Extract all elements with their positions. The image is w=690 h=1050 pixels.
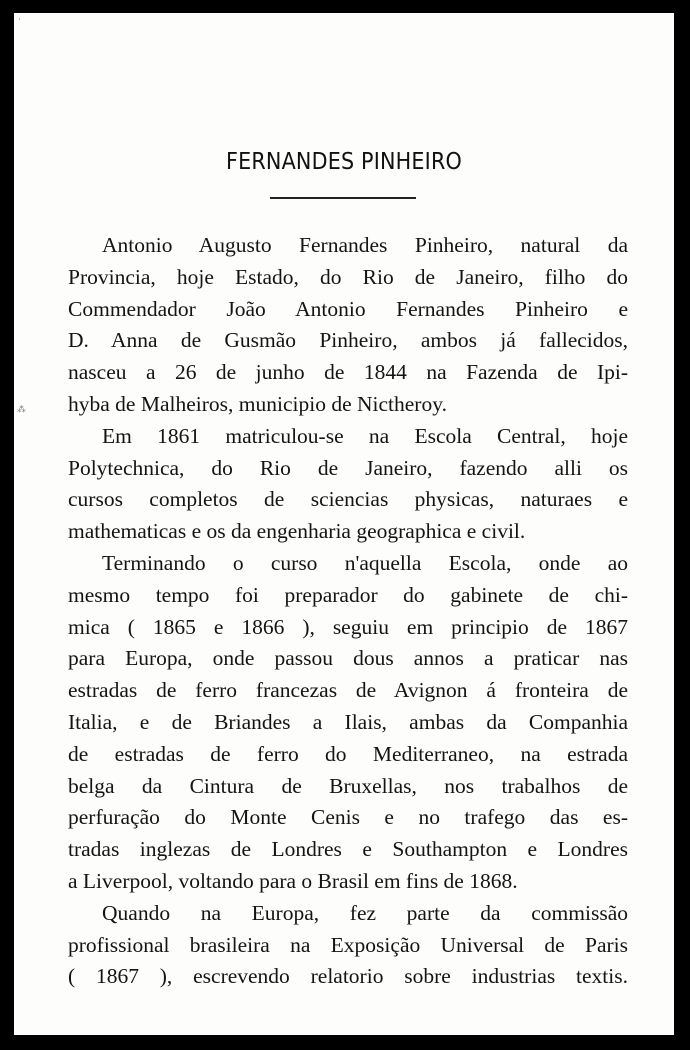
body-text bbox=[68, 230, 628, 993]
text-line: profissional brasileira na Exposição Universal de Paris bbox=[68, 932, 628, 957]
text-line: Italia, e de Briandes a Ilais, ambas da Companhia bbox=[68, 709, 628, 734]
text-line: Commendador João Antonio Fernandes Pinheiro e bbox=[68, 296, 628, 321]
text-line: mica ( 1865 e 1866 ), seguiu em principio de 1867 bbox=[68, 614, 628, 639]
text-line: Antonio Augusto Fernandes Pinheiro, natural da bbox=[102, 233, 628, 257]
document-page bbox=[14, 13, 674, 1035]
print-speck: · bbox=[18, 15, 21, 25]
text-line: Quando na Europa, fez parte da commissão bbox=[102, 900, 628, 925]
print-speck: ⁂ bbox=[17, 405, 26, 415]
text-line: perfuração do Monte Cenis e no trafego das es- bbox=[68, 805, 628, 830]
text-line: estradas de ferro francezas de Avignon á fronteira de bbox=[68, 678, 628, 703]
text-line: a Liverpool, voltando para o Brasil em fins de 1868. bbox=[68, 868, 518, 893]
text-line: para Europa, onde passou dous annos a praticar nas bbox=[68, 646, 628, 671]
text-line: mathematicas e os da engenharia geographica e civil. bbox=[68, 519, 526, 544]
text-line: Polytechnica, do Rio de Janeiro, fazendo alli os bbox=[68, 455, 628, 480]
text-line: hyba de Malheiros, municipio de Nictheroy. bbox=[68, 391, 447, 416]
text-line: Em 1861 matriculou-se na Escola Central, hoje bbox=[102, 423, 628, 448]
text-line: tradas inglezas de Londres e Southampton e Londres bbox=[68, 837, 628, 862]
text-line: Provincia, hoje Estado, do Rio de Janeiro, filho do bbox=[68, 264, 628, 289]
text-line: ( 1867 ), escrevendo relatorio sobre industrias textis. bbox=[68, 964, 628, 989]
text-line: Terminando o curso n'aquella Escola, onde ao bbox=[102, 550, 628, 575]
text-line: de estradas de ferro do Mediterraneo, na estrada bbox=[68, 741, 628, 766]
text-line: cursos completos de sciencias physicas, naturaes e bbox=[68, 487, 628, 512]
text-line: mesmo tempo foi preparador do gabinete de chi- bbox=[68, 582, 628, 607]
title-rule bbox=[270, 197, 416, 199]
text-line: nasceu a 26 de junho de 1844 na Fazenda de Ipi- bbox=[68, 360, 628, 385]
text-line: belga da Cintura de Bruxellas, nos trabalhos de bbox=[68, 773, 628, 798]
text-line: D. Anna de Gusmão Pinheiro, ambos já fallecidos, bbox=[68, 328, 628, 353]
page-title: FERNANDES PINHEIRO bbox=[226, 149, 462, 175]
